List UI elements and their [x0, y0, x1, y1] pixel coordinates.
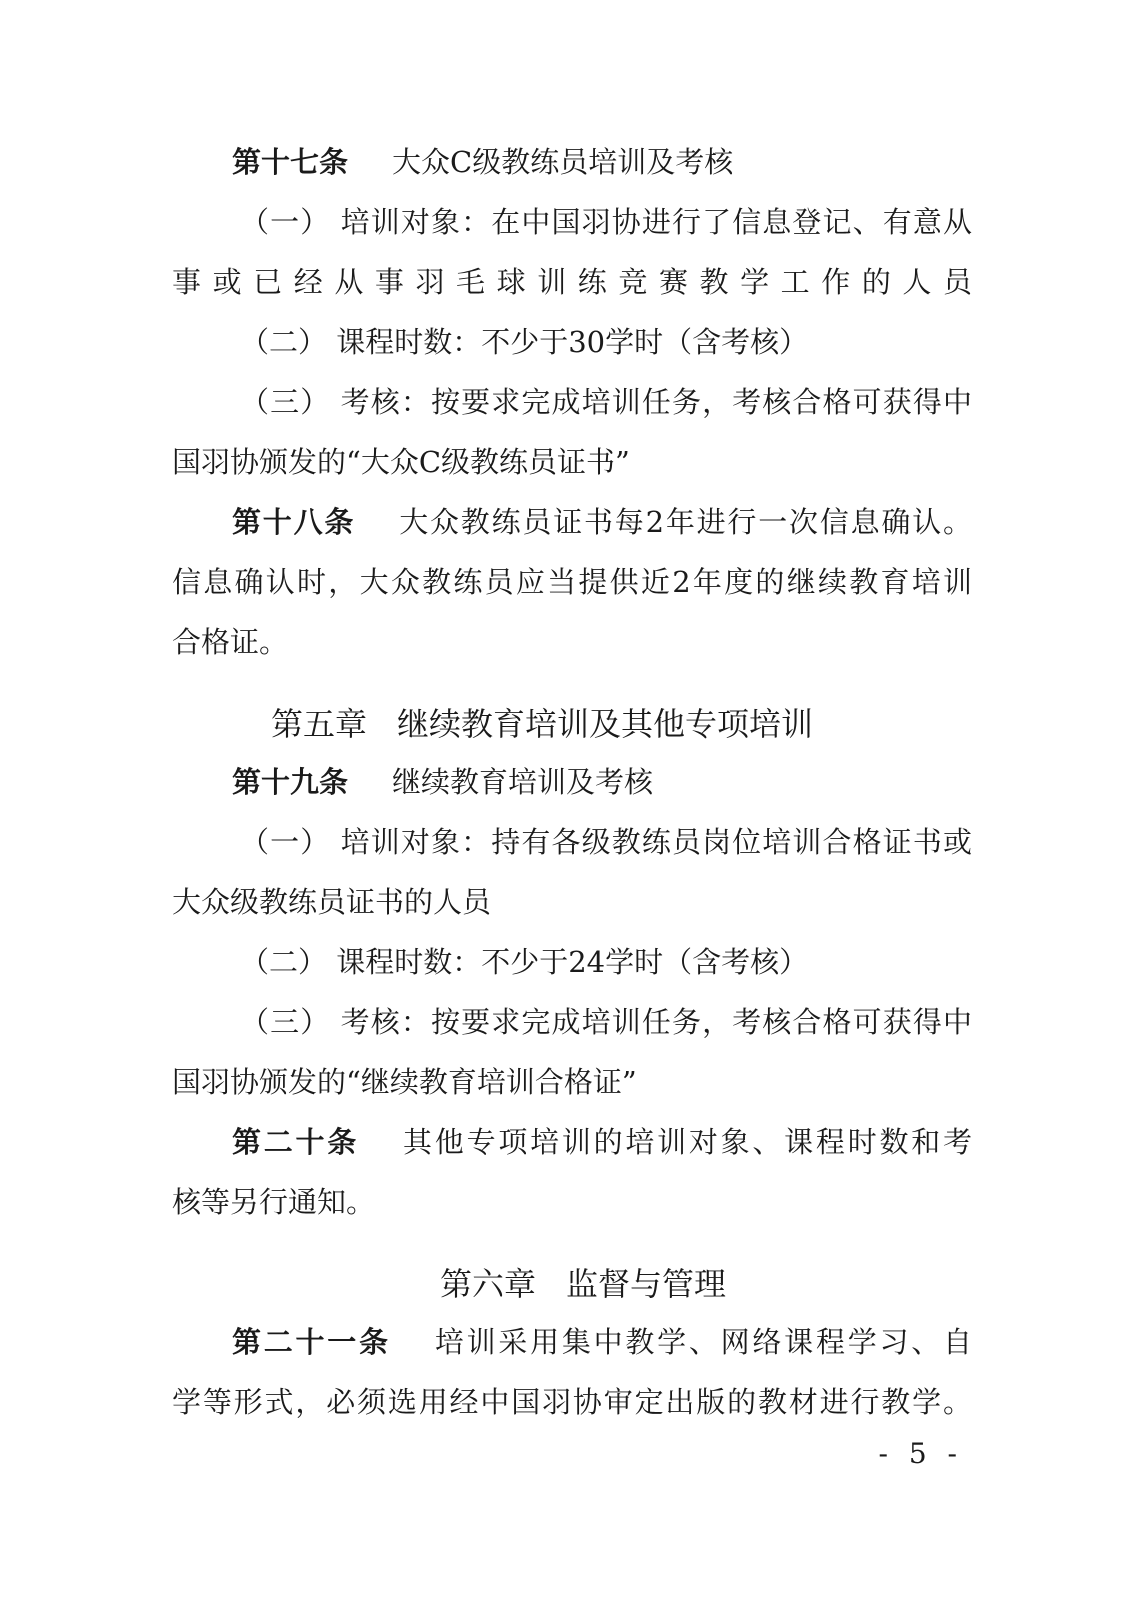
- article-18-heading: [232, 502, 972, 542]
- article-label: 第十七条: [232, 145, 349, 179]
- article-17-heading: [232, 142, 972, 182]
- page-number: - 5 -: [878, 1437, 963, 1470]
- paragraph-line: 核等另行通知。: [172, 1185, 376, 1219]
- article-text: 其他专项培训的培训对象、课程时数和考: [403, 1125, 972, 1159]
- paragraph-line: 国羽协颁发的“大众C级教练员证书”: [172, 445, 630, 479]
- article-text: 大众教练员证书每2年进行一次信息确认。: [399, 505, 972, 539]
- paragraph-line: （三） 考核：按要求完成培训任务，考核合格可获得中: [240, 1005, 972, 1039]
- article-label: 第二十条: [232, 1125, 360, 1159]
- chapter-heading: [440, 1263, 726, 1305]
- paragraph-line: 学等形式，必须选用经中国羽协审定出版的教材进行教学。: [172, 1385, 972, 1419]
- paragraph-line: 合格证。: [172, 625, 289, 659]
- chapter-label: 第六章: [440, 1265, 537, 1303]
- paragraph-line: 国羽协颁发的“继续教育培训合格证”: [172, 1065, 637, 1099]
- paragraph-line: 事或已经从事羽毛球训练竞赛教学工作的人员: [172, 265, 972, 299]
- article-label: 第二十一条: [232, 1325, 391, 1359]
- article-19-heading: [232, 762, 972, 802]
- article-title: 继续教育培训及考核: [392, 765, 654, 799]
- paragraph-line: （一） 培训对象：持有各级教练员岗位培训合格证书或: [240, 825, 972, 859]
- article-20-heading: [232, 1122, 972, 1162]
- paragraph-line: （一） 培训对象：在中国羽协进行了信息登记、有意从: [240, 205, 972, 239]
- chapter-title: 监督与管理: [566, 1265, 727, 1303]
- article-label: 第十八条: [232, 505, 356, 539]
- article-label: 第十九条: [232, 765, 349, 799]
- article-text: 培训采用集中教学、网络课程学习、自: [434, 1325, 972, 1359]
- paragraph-line: 信息确认时，大众教练员应当提供近2年度的继续教育培训: [172, 565, 972, 599]
- paragraph-line: （二） 课程时数：不少于30学时（含考核）: [240, 325, 809, 359]
- chapter-heading: [271, 703, 813, 745]
- paragraph-line: 大众级教练员证书的人员: [172, 885, 492, 919]
- paragraph-line: （二） 课程时数：不少于24学时（含考核）: [240, 945, 809, 979]
- article-21-heading: [232, 1322, 972, 1362]
- chapter-label: 第五章: [271, 705, 368, 743]
- paragraph-line: （三） 考核：按要求完成培训任务，考核合格可获得中: [240, 385, 972, 419]
- article-title: 大众C级教练员培训及考核: [392, 145, 734, 179]
- chapter-title: 继续教育培训及其他专项培训: [397, 705, 814, 743]
